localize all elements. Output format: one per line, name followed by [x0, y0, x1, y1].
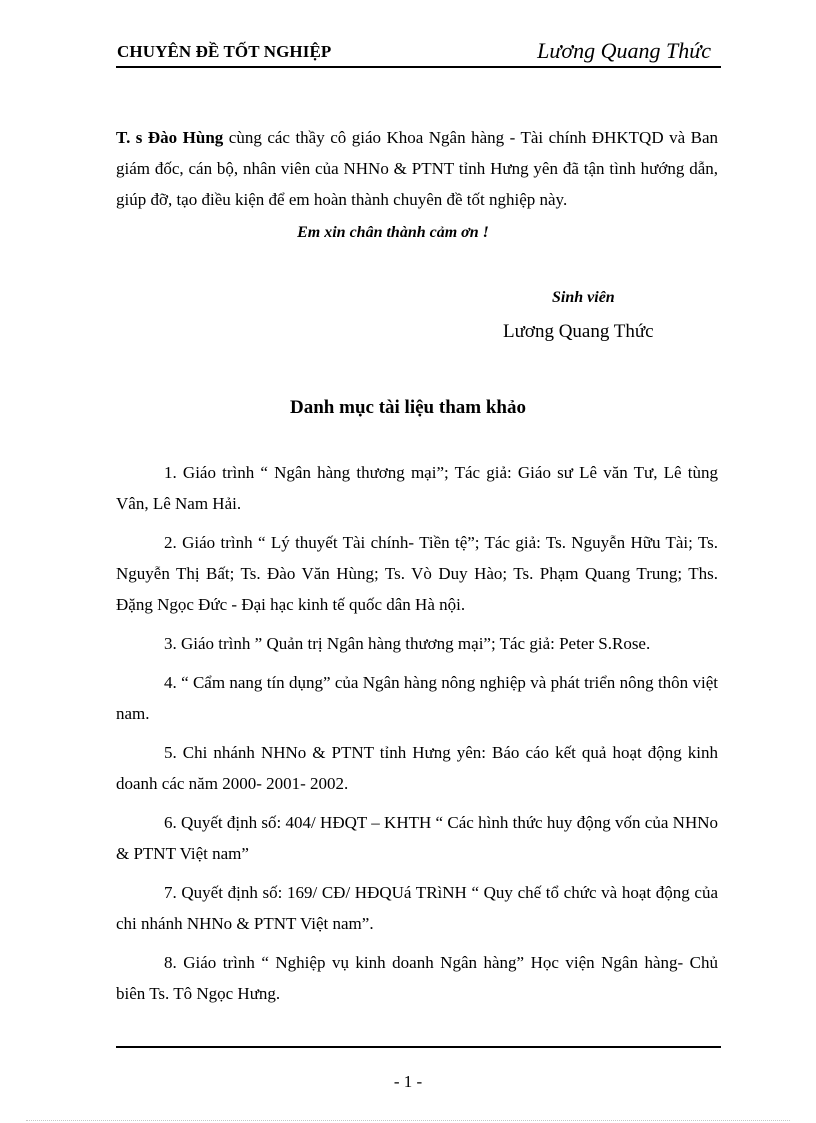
- reference-item: 4. “ Cẩm nang tín dụng” của Ngân hàng nông nghiệp và phát triển nông thôn việt nam.: [116, 673, 718, 723]
- acknowledgement-lead: T. s Đào Hùng: [116, 128, 224, 147]
- reference-item: 8. Giáo trình “ Nghiệp vụ kinh doanh Ngân hàng” Học viện Ngân hàng- Chủ biên Ts. Tô Ngọc Hưng.: [116, 953, 718, 1003]
- page-number: - 1 -: [393, 1072, 423, 1091]
- reference-item: 6. Quyết định số: 404/ HĐQT – KHTH “ Các hình thức huy động vốn của NHNo & PTNT Việt nam”: [116, 813, 718, 863]
- header-author: Lương Quang Thức: [537, 38, 711, 63]
- acknowledgement-paragraph: [116, 122, 718, 215]
- acknowledgement-body: cùng các thầy cô giáo Khoa Ngân hàng - Tài chính ĐHKTQD và Ban giám đốc, cán bộ, nhân viên của NHNo & PTNT tỉnh Hưng yên đã tận tình hướng dẫn, giúp đỡ, tạo điều kiện để em hoàn thành chuyên đề tốt nghiệp này.: [116, 128, 718, 209]
- signature-block: [116, 282, 718, 362]
- reference-item: 3. Giáo trình ” Quản trị Ngân hàng thương mại”; Tác giả: Peter S.Rose.: [164, 634, 651, 653]
- reference-item: 1. Giáo trình “ Ngân hàng thương mại”; Tác giả: Giáo sư Lê văn Tư, Lê tùng Vân, Lê Nam Hải.: [116, 463, 718, 513]
- footer-divider: [116, 1046, 721, 1048]
- page-bottom-edge: [26, 1120, 790, 1121]
- page-content: [116, 122, 718, 1017]
- page-header: [116, 38, 721, 68]
- thanks-line: Em xin chân thành cảm ơn !: [297, 224, 489, 241]
- reference-item: 5. Chi nhánh NHNo & PTNT tỉnh Hưng yên: Báo cáo kết quả hoạt động kinh doanh các năm 2000- 2001- 2002.: [116, 743, 718, 793]
- signature-name: Lương Quang Thức: [503, 321, 654, 342]
- reference-item: 2. Giáo trình “ Lý thuyết Tài chính- Tiền tệ”; Tác giả: Ts. Nguyễn Hữu Tài; Ts. Nguyễn Thị Bất; Ts. Đào Văn Hùng; Ts. Vò Duy Hào; Ts. Phạm Quang Trung; Ths. Đặng Ngọc Đức - Đại hạc kinh tế quốc dân Hà nội.: [116, 533, 718, 614]
- references-heading: Danh mục tài liệu tham khảo: [290, 397, 526, 418]
- header-title: CHUYÊN ĐỀ TỐT NGHIỆP: [117, 42, 332, 61]
- reference-item: 7. Quyết định số: 169/ CĐ/ HĐQUá TRìNH “ Quy chế tổ chức và hoạt động của chi nhánh NHNo & PTNT Việt nam”.: [116, 883, 718, 933]
- signature-title: Sinh viên: [552, 289, 615, 306]
- references-list: [116, 457, 718, 1009]
